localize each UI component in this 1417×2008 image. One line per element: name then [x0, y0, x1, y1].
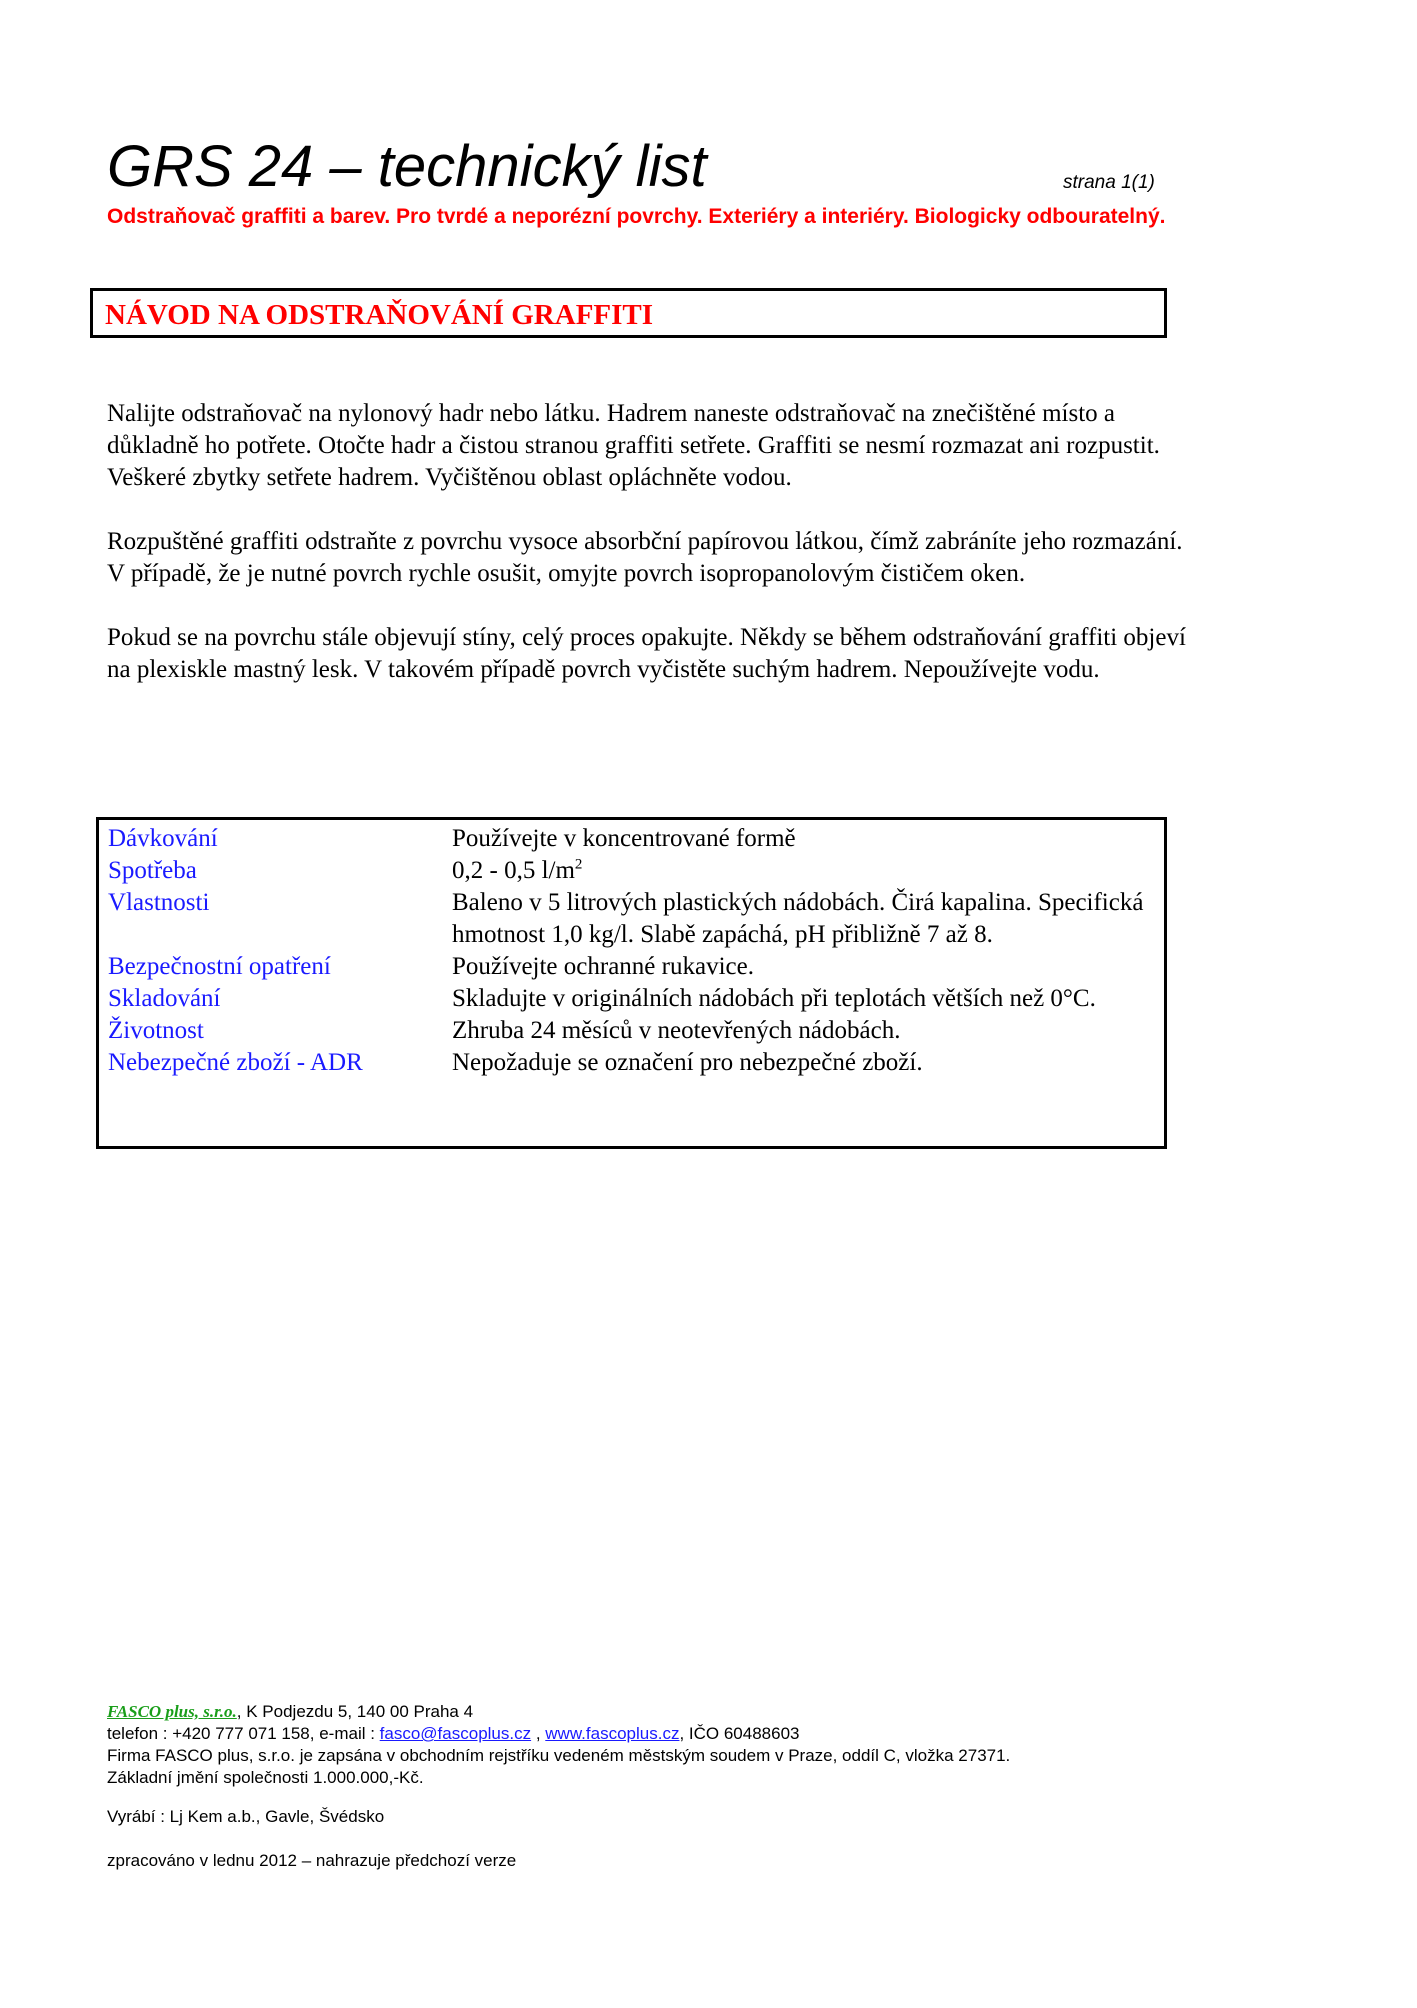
paragraph-line: Rozpuštěné graffiti odstraňte z povrchu vysoce absorbční papírovou látkou, čímž zabráníte jeho rozmazání.	[107, 528, 1183, 555]
company-link[interactable]: FASCO plus, s.r.o.	[107, 1702, 237, 1721]
spec-label: Bezpečnostní opatření	[108, 953, 331, 980]
revision-line: zpracováno v lednu 2012 – nahrazuje předchozí verze	[107, 1851, 517, 1870]
spec-value: Nepožaduje se označení pro nebezpečné zboží.	[452, 1049, 923, 1076]
spec-label: Vlastnosti	[108, 889, 210, 916]
spec-row-shelf-life	[99, 1015, 1164, 1047]
spec-row-properties	[99, 887, 1164, 951]
paragraph-line: V případě, že je nutné povrch rychle osušit, omyjte povrch isopropanolovým čističem oken.	[107, 560, 1026, 587]
spec-row-consumption	[99, 855, 1164, 887]
paragraph-line: Veškeré zbytky setřete hadrem. Vyčištěnou oblast opláchněte vodou.	[107, 464, 792, 491]
specifications-table	[99, 823, 1164, 1079]
ico-text: , IČO 60488603	[679, 1724, 800, 1743]
paragraph-line: na plexiskle mastný lesk. V takovém případě povrch vyčistěte suchým hadrem. Nepoužívejte vodu.	[107, 656, 1100, 683]
paragraph-line: Nalijte odstraňovač na nylonový hadr nebo látku. Hadrem naneste odstraňovač na znečištěné místo a	[107, 400, 1115, 427]
spec-row-dosage	[99, 823, 1164, 855]
spec-label: Životnost	[108, 1017, 204, 1044]
product-subtitle: Odstraňovač graffiti a barev. Pro tvrdé a neporézní povrchy. Exteriéry a interiéry. Biologicky odbouratelný.	[107, 205, 1166, 228]
document-title: GRS 24 – technický list	[107, 134, 707, 199]
spec-value-text: 0,2 - 0,5 l/m	[452, 857, 575, 884]
company-address: , K Podjezdu 5, 140 00 Praha 4	[236, 1702, 474, 1721]
superscript: 2	[574, 856, 583, 873]
paragraph-drying	[107, 526, 1347, 590]
manufacturer-line: Vyrábí : Lj Kem a.b., Gavle, Švédsko	[107, 1807, 385, 1826]
section-heading: NÁVOD NA ODSTRAŇOVÁNÍ GRAFFITI	[105, 299, 654, 331]
website-link[interactable]: www.fascoplus.cz	[545, 1724, 680, 1743]
specifications-table-box	[96, 817, 1167, 1149]
section-heading-box	[90, 288, 1167, 338]
spec-value: Používejte v koncentrované formě	[452, 825, 796, 852]
spec-value: Zhruba 24 měsíců v neotevřených nádobách.	[452, 1017, 901, 1044]
phone-text: telefon : +420 777 071 158, e-mail :	[107, 1724, 380, 1743]
spec-value: Baleno v 5 litrových plastických nádobách. Čirá kapalina. Specifická hmotnost 1,0 kg/l. Slabě zapáchá, pH přibližně 7 až 8.	[452, 889, 1144, 948]
spec-row-safety	[99, 951, 1164, 983]
spec-label: Spotřeba	[108, 857, 197, 884]
paragraph-application	[107, 398, 1347, 494]
paragraph-line: důkladně ho potřete. Otočte hadr a čistou stranou graffiti setřete. Graffiti se nesmí rozmazat ani rozpustit.	[107, 432, 1160, 459]
spec-value: Skladujte v originálních nádobách při teplotách větších než 0°C.	[452, 985, 1096, 1012]
paragraph-repeat	[107, 622, 1347, 686]
email-link[interactable]: fasco@fascoplus.cz	[379, 1724, 532, 1743]
spec-label: Nebezpečné zboží - ADR	[108, 1049, 363, 1076]
registry-line: Firma FASCO plus, s.r.o. je zapsána v obchodním rejstříku vedeném městským soudem v Praze, oddíl C, vložka 27371.	[107, 1746, 1011, 1765]
company-address-line	[107, 1701, 1010, 1723]
spec-value: Používejte ochranné rukavice.	[452, 953, 754, 980]
paragraph-line: Pokud se na povrchu stále objevují stíny, celý proces opakujte. Někdy se během odstraňování graffiti objeví	[107, 624, 1186, 651]
spec-label: Dávkování	[108, 825, 218, 852]
spec-value	[452, 855, 1164, 887]
contact-line	[107, 1723, 1010, 1745]
page-number: strana 1(1)	[1063, 172, 1155, 193]
spec-label: Skladování	[108, 985, 221, 1012]
company-info	[107, 1701, 1010, 1789]
spec-row-adr	[99, 1047, 1164, 1079]
capital-line: Základní jmění společnosti 1.000.000,-Kč.	[107, 1768, 424, 1787]
spec-row-storage	[99, 983, 1164, 1015]
separator-text: ,	[531, 1724, 546, 1743]
